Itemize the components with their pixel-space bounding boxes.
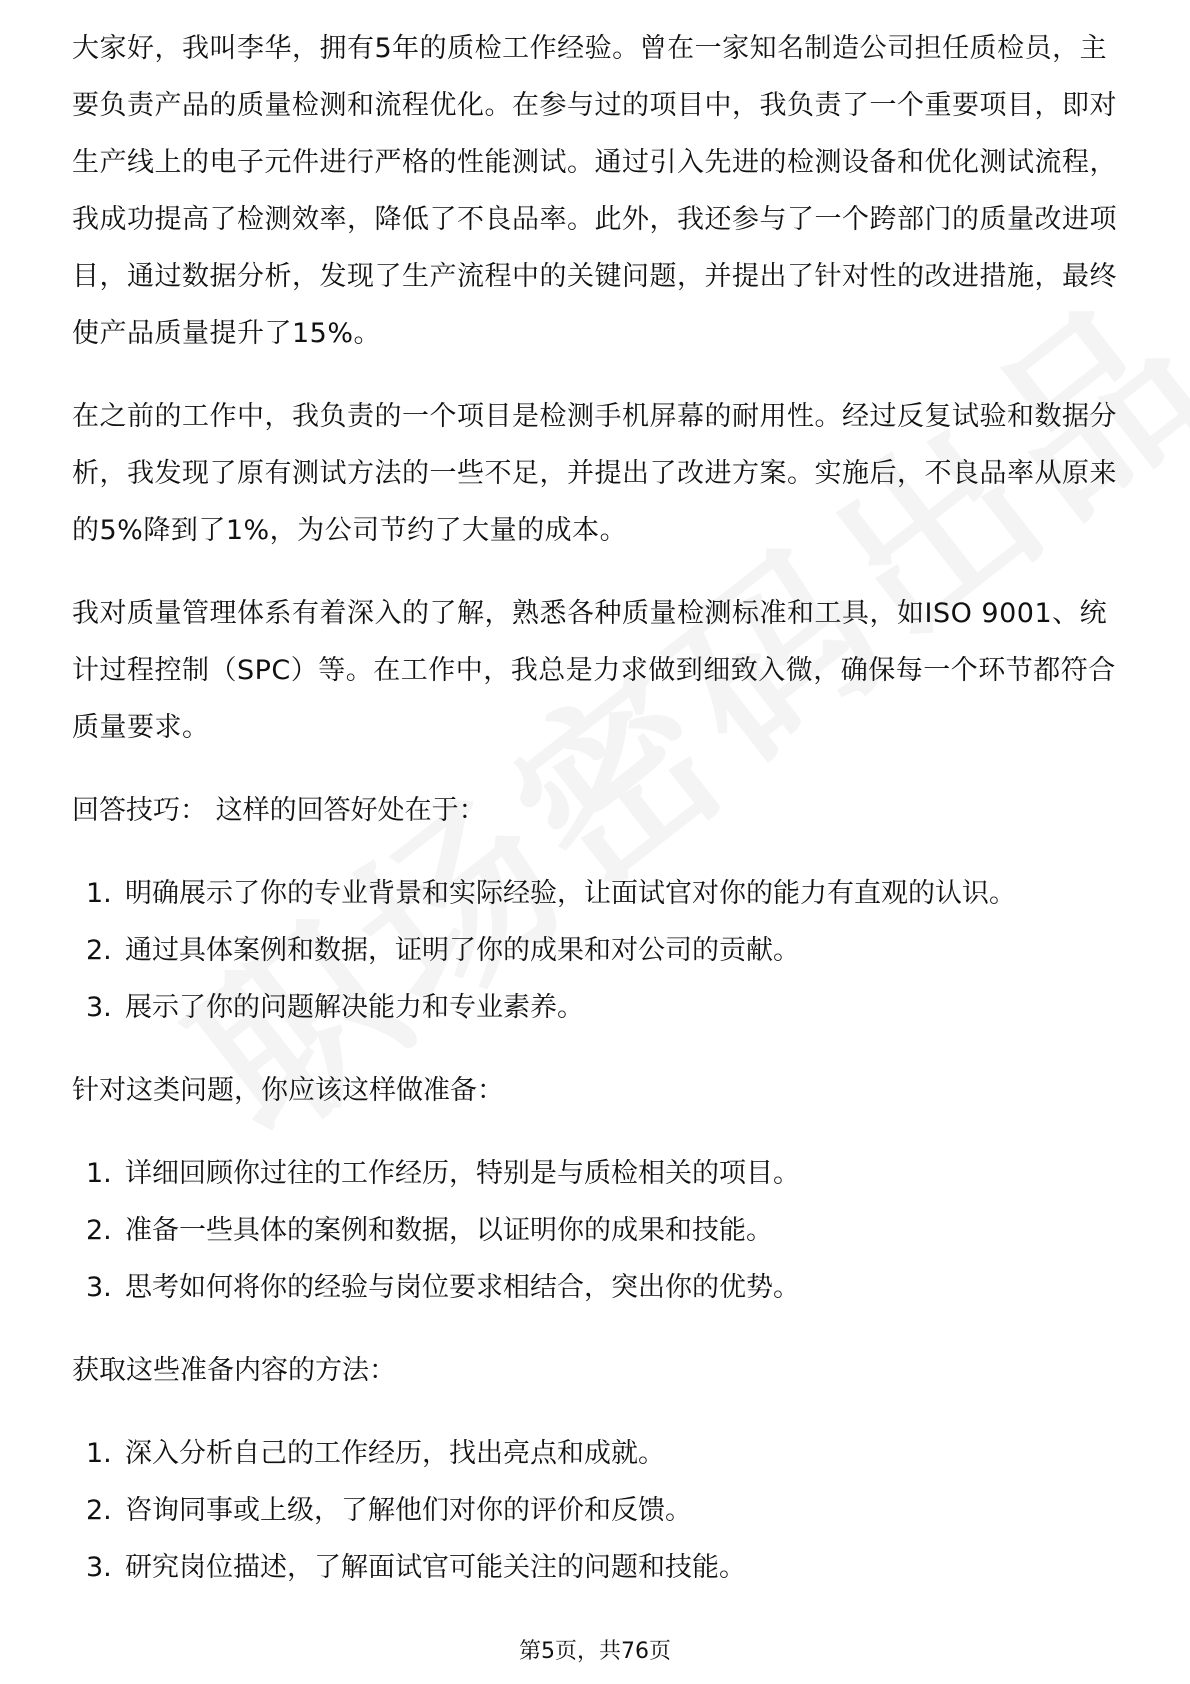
list-number: 3. xyxy=(86,1552,112,1583)
list-item xyxy=(72,979,1122,1036)
tips-heading: 回答技巧： 这样的回答好处在于： xyxy=(72,795,486,826)
tips-list xyxy=(72,865,1122,1036)
list-item xyxy=(72,865,1122,922)
list-number: 2. xyxy=(86,1215,112,1246)
list-number: 1. xyxy=(86,878,112,909)
list-item-text: 咨询同事或上级，了解他们对你的评价和反馈。 xyxy=(125,1495,692,1526)
list-number: 3. xyxy=(86,992,112,1023)
list-item-text: 详细回顾你过往的工作经历，特别是与质检相关的项目。 xyxy=(125,1158,800,1189)
list-item-text: 研究岗位描述，了解面试官可能关注的问题和技能。 xyxy=(125,1552,746,1583)
page-number-footer: 第5页，共76页 xyxy=(519,1639,671,1664)
list-item-text: 准备一些具体的案例和数据，以证明你的成果和技能。 xyxy=(125,1215,773,1246)
list-item-text: 思考如何将你的经验与岗位要求相结合，突出你的优势。 xyxy=(125,1272,800,1303)
list-item-text: 展示了你的问题解决能力和专业素养。 xyxy=(125,992,584,1023)
methods-heading: 获取这些准备内容的方法： xyxy=(72,1355,396,1386)
list-item-text: 明确展示了你的专业背景和实际经验，让面试官对你的能力有直观的认识。 xyxy=(125,878,1016,909)
knowledge-paragraph: 我对质量管理体系有着深入的了解，熟悉各种质量检测标准和工具，如ISO 9001、统计过程控制（SPC）等。在工作中，我总是力求做到细致入微，确保每一个环节都符合质量要求。 xyxy=(72,598,1116,743)
list-item xyxy=(72,1425,1122,1482)
list-item xyxy=(72,1145,1122,1202)
methods-list xyxy=(72,1425,1122,1596)
list-number: 1. xyxy=(86,1158,112,1189)
list-number: 2. xyxy=(86,935,112,966)
list-item xyxy=(72,922,1122,979)
page-content xyxy=(72,32,1122,1622)
list-item xyxy=(72,1482,1122,1539)
list-item xyxy=(72,1539,1122,1596)
list-item xyxy=(72,1259,1122,1316)
list-number: 1. xyxy=(86,1438,112,1469)
list-number: 2. xyxy=(86,1495,112,1526)
prepare-heading: 针对这类问题，你应该这样做准备： xyxy=(72,1075,504,1106)
list-item-text: 深入分析自己的工作经历，找出亮点和成就。 xyxy=(125,1438,665,1469)
project-paragraph: 在之前的工作中，我负责的一个项目是检测手机屏幕的耐用性。经过反复试验和数据分析，我发现了原有测试方法的一些不足，并提出了改进方案。实施后，不良品率从原来的5%降到了1%，为公司节约了大量的成本。 xyxy=(72,401,1117,546)
prepare-list xyxy=(72,1145,1122,1316)
list-number: 3. xyxy=(86,1272,112,1303)
list-item xyxy=(72,1202,1122,1259)
list-item-text: 通过具体案例和数据，证明了你的成果和对公司的贡献。 xyxy=(125,935,800,966)
intro-paragraph: 大家好，我叫李华，拥有5年的质检工作经验。曾在一家知名制造公司担任质检员，主要负责产品的质量检测和流程优化。在参与过的项目中，我负责了一个重要项目，即对生产线上的电子元件进行严格的性能测试。通过引入先进的检测设备和优化测试流程，我成功提高了检测效率，降低了不良品率。此外，我还参与了一个跨部门的质量改进项目，通过数据分析，发现了生产流程中的关键问题，并提出了针对性的改进措施，最终使产品质量提升了15%。 xyxy=(72,33,1117,349)
